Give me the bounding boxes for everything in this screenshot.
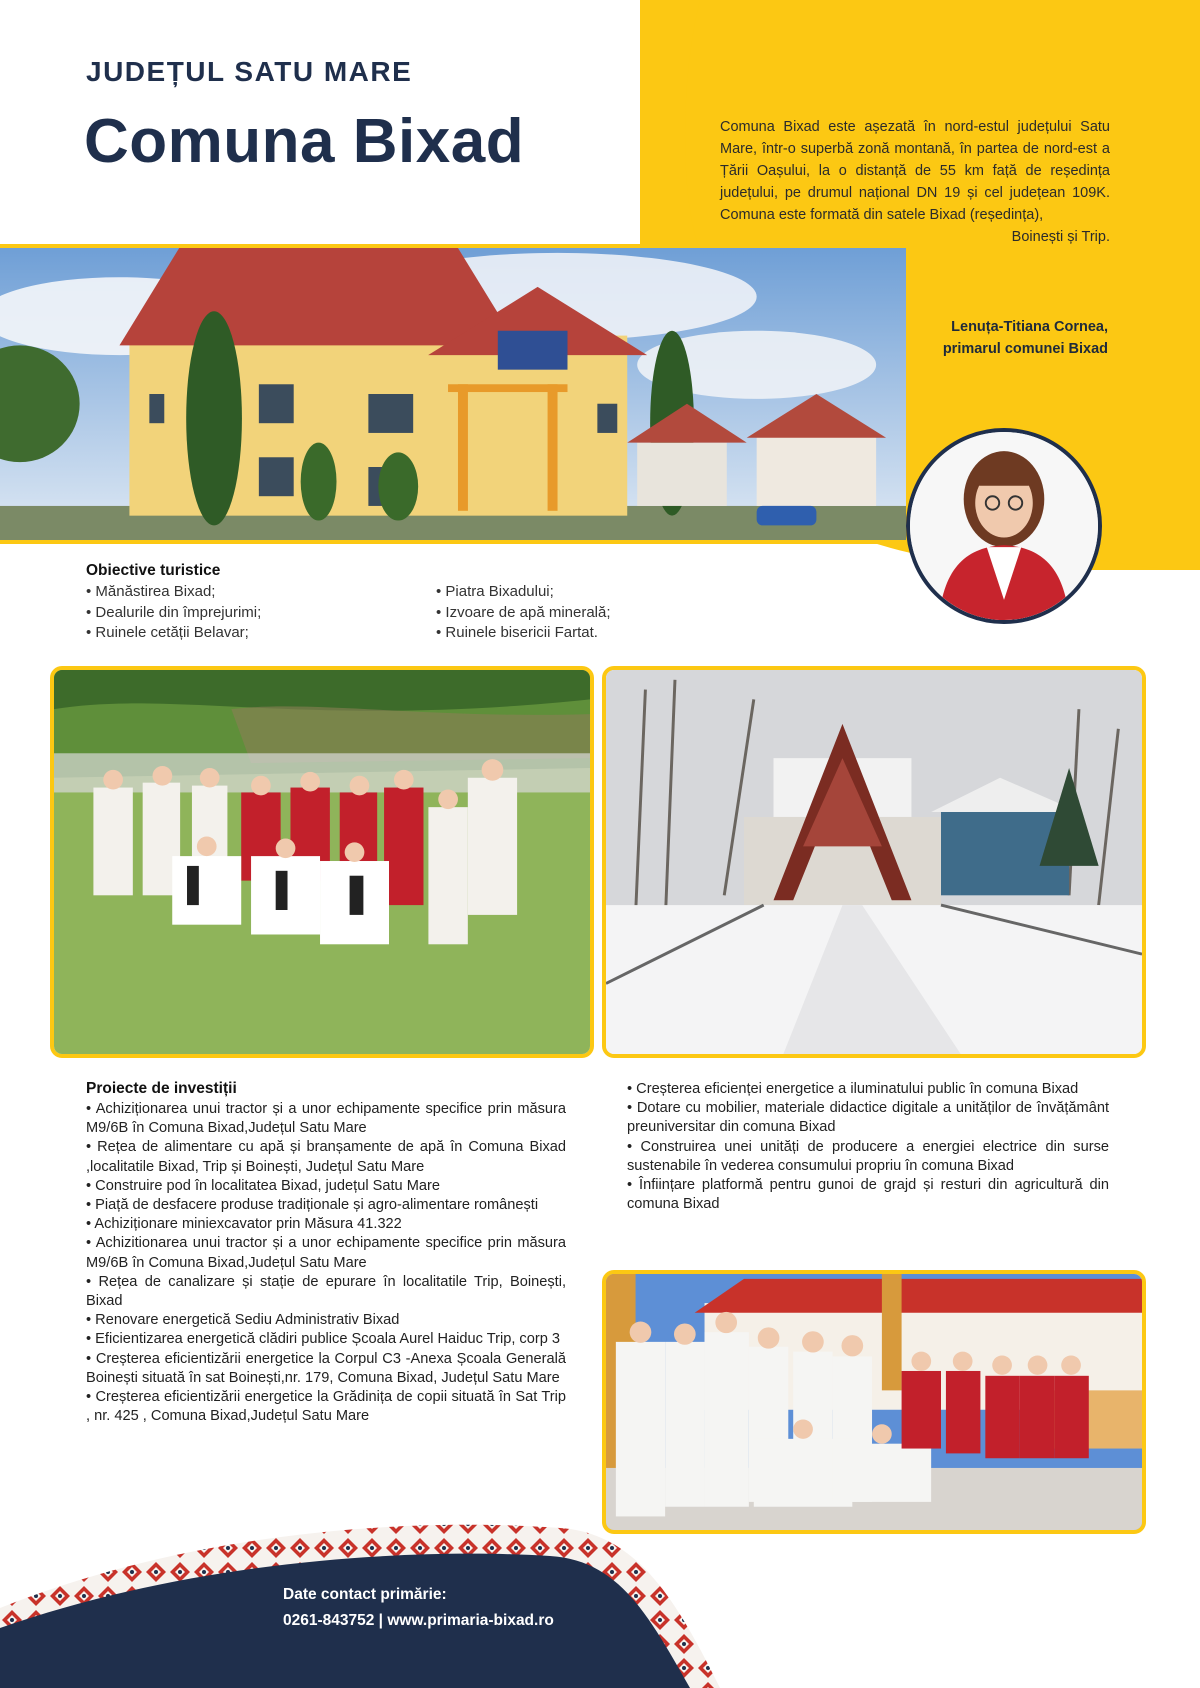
- list-item: • Renovare energetică Sediu Administrativ Bixad: [86, 1311, 566, 1330]
- list-item: • Piatra Bixadului;: [436, 583, 554, 600]
- mayor-role: primarul comunei Bixad: [942, 341, 1108, 357]
- list-item: • Eficientizarea energetică clădiri publice Școala Aurel Haiduc Trip, corp 3: [86, 1330, 566, 1349]
- list-item: • Achiziționarea unui tractor și a unor echipamente specifice prin măsura M9/6B în Comuna Bixad,Județul Satu Mare: [86, 1100, 566, 1138]
- mayor-name: Lenuța-Titiana Cornea,: [951, 319, 1108, 335]
- list-item: • Achizitionarea unui tractor și a unor echipamente specifice prin măsura M9/6B în Comuna Bixad,Județul Satu Mare: [86, 1234, 566, 1272]
- monastery-photo: [602, 666, 1146, 1058]
- folk-dancers-photo: [50, 666, 594, 1058]
- list-item: • Achiziționare miniexcavator prin Măsura 41.322: [86, 1215, 566, 1234]
- investments-list-right: [627, 1080, 1109, 1214]
- list-item: • Creșterea eficienței energetice a iluminatului public în comuna Bixad: [627, 1080, 1109, 1099]
- mayor-portrait: [906, 428, 1102, 624]
- contact-info: [283, 1582, 554, 1634]
- list-item: • Piață de desfacere produse tradiționale și agro-alimentare românești: [86, 1196, 566, 1215]
- list-item: • Creșterea eficientizării energetice la Grădinița de copii situată în Sat Trip , nr. 425 , Comuna Bixad,Județul Satu Mare: [86, 1388, 566, 1426]
- list-item: • Izvoare de apă minerală;: [436, 603, 611, 621]
- county-heading: JUDEȚUL SATU MARE: [86, 56, 413, 87]
- town-hall-photo: [0, 244, 910, 544]
- list-item: • Ruinele cetății Belavar;: [86, 624, 249, 641]
- objectives-list: [86, 582, 646, 644]
- tourist-objectives: [86, 562, 646, 644]
- footer-folk-pattern: [0, 1488, 1200, 1688]
- investments-list-left: [86, 1100, 566, 1426]
- investment-projects: [86, 1080, 566, 1426]
- list-item: • Mănăstirea Bixad;: [86, 583, 216, 600]
- investment-projects-continued: [627, 1080, 1109, 1214]
- list-item: • Creșterea eficientizării energetice la Corpul C3 -Anexa Școala Generală Boinești situată în sat Boinești,nr. 179, Comuna Bixad, Județul Satu Mare: [86, 1350, 566, 1388]
- list-item: • Construire pod în localitatea Bixad, județul Satu Mare: [86, 1177, 566, 1196]
- list-item: • Rețea de alimentare cu apă și branșamente de apă în Comuna Bixad ,localitatile Bixad, Trip și Boinești, Județul Satu Mare: [86, 1138, 566, 1176]
- investments-title: Proiecte de investiții: [86, 1080, 237, 1097]
- intro-text: Comuna Bixad este așezată în nord-estul județului Satu Mare, într-o superbă zonă montană, în partea de nord-est a Țării Oașului, la o distanță de 55 km față de reședința județului, pe drumul național DN 19 și cel județean 109K. Comuna este formată din satele Bixad (reședința),: [720, 119, 1110, 223]
- page-title: Comuna Bixad: [84, 107, 525, 176]
- list-item: • Construirea unei unități de producere a energiei electrice din surse sustenabile în vederea consumului propriu în comuna Bixad: [627, 1138, 1109, 1176]
- contact-details[interactable]: 0261-843752 | www.primaria-bixad.ro: [283, 1612, 554, 1629]
- list-item: • Înființare platformă pentru gunoi de grajd și resturi din agricultură din comuna Bixad: [627, 1176, 1109, 1214]
- objectives-title: Obiective turistice: [86, 562, 221, 579]
- list-item: • Rețea de canalizare și stație de epurare în localitatile Trip, Boinești, Bixad: [86, 1273, 566, 1311]
- intro-last-line: Boinești și Trip.: [1011, 229, 1110, 245]
- list-item: • Dotare cu mobilier, materiale didactice digitale a unităților de învățământ preuniversitar din comuna Bixad: [627, 1099, 1109, 1137]
- contact-label: Date contact primărie:: [283, 1586, 447, 1603]
- list-item: • Ruinele bisericii Fartat.: [436, 624, 598, 641]
- mayor-signature: [943, 316, 1108, 360]
- intro-paragraph: [720, 116, 1110, 248]
- list-item: • Dealurile din împrejurimi;: [86, 603, 262, 621]
